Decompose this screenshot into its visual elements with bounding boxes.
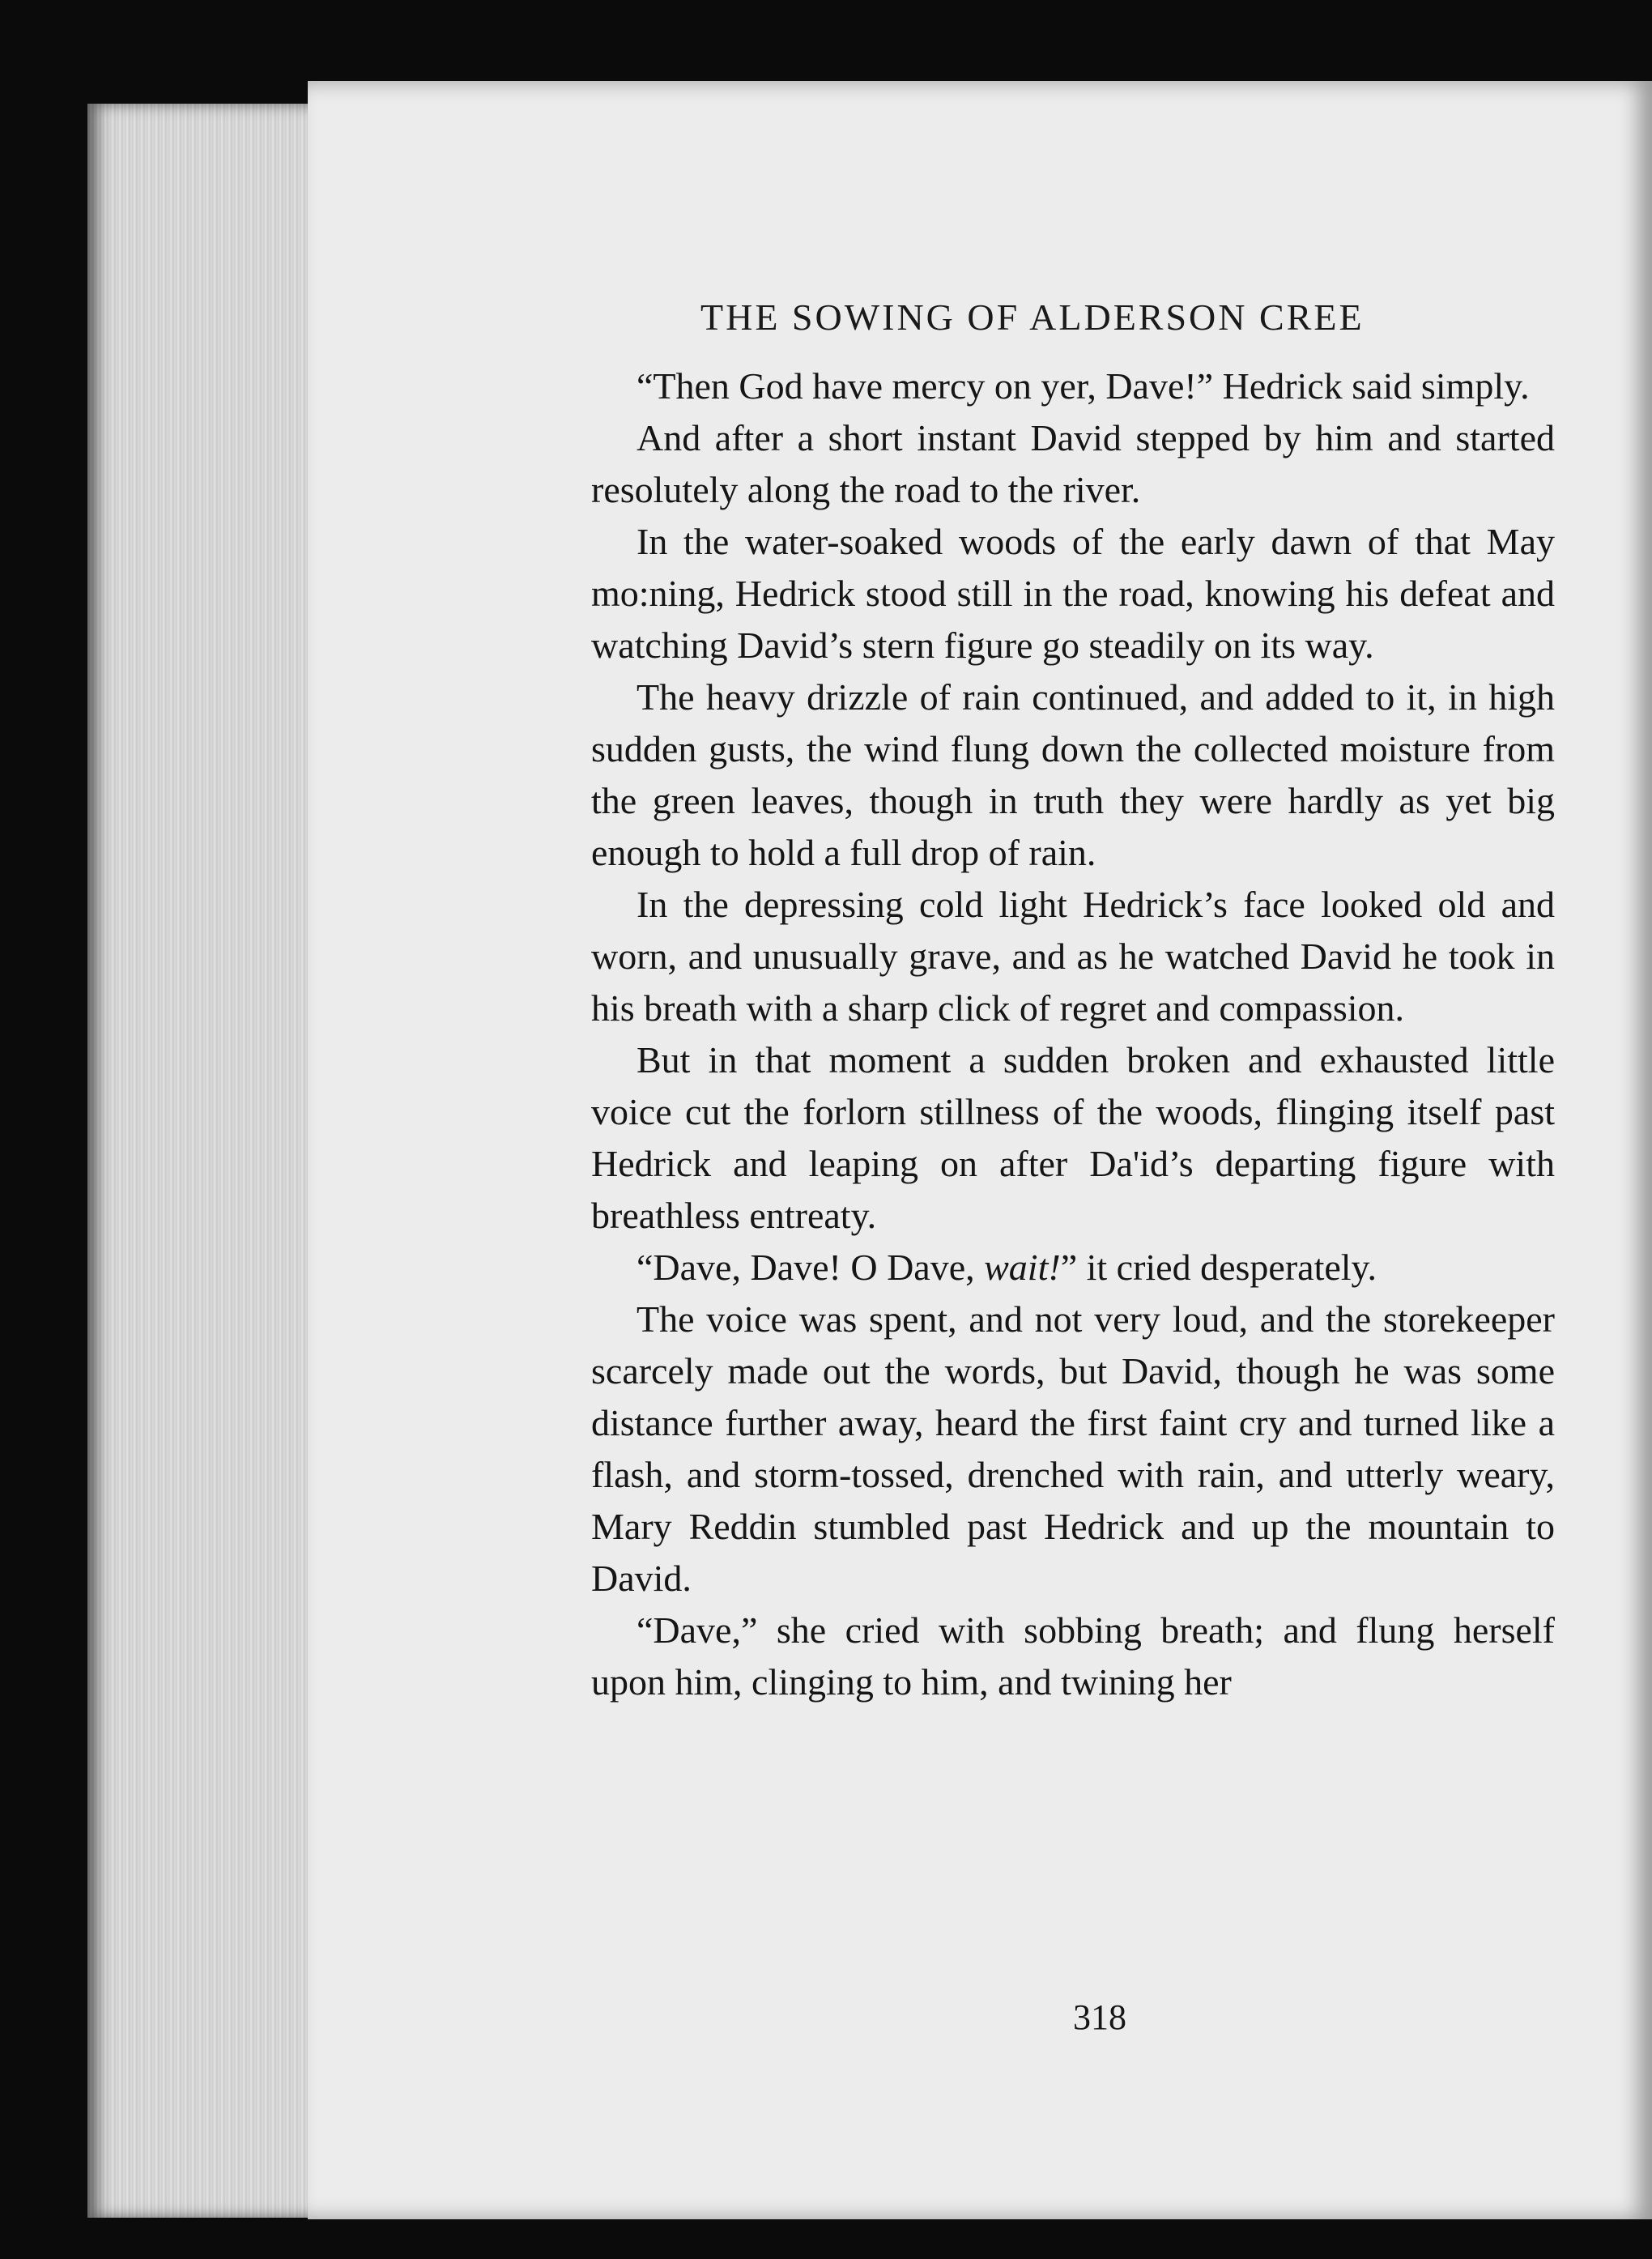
paragraph: The heavy drizzle of rain continued, and added to it, in high sudden gusts, the wind flung down the collected moisture from the green leaves, though in truth they were hardly as yet big enough to hold a full drop of rain. <box>591 676 1555 873</box>
paragraph-dave-wait <box>591 1242 1555 1294</box>
running-head: THE SOWING OF ALDERSON CREE <box>700 296 1365 338</box>
paragraph: “Then God have mercy on yer, Dave!” Hedrick said simply. <box>637 365 1530 407</box>
dialogue-text: “Dave, Dave! O Dave, <box>637 1247 985 1288</box>
book-page <box>308 81 1652 2219</box>
paragraph: In the depressing cold light Hedrick’s face looked old and worn, and unusually grave, and as he watched David he took in his breath with a sharp click of regret and compassion. <box>591 884 1555 1029</box>
emphasis-text: wait! <box>984 1247 1061 1288</box>
paragraph: In the water-soaked woods of the early dawn of that May mo:ning, Hedrick stood still in the road, knowing his defeat and watching David’s stern figure go steadily on its way. <box>591 521 1555 666</box>
page-number: 318 <box>1073 1997 1126 2037</box>
paragraph: But in that moment a sudden broken and exhausted little voice cut the forlorn stillness of the woods, flinging itself past Hedrick and leaping on after Da'id’s departing figure with breathless entreaty. <box>591 1039 1555 1236</box>
paragraph: And after a short instant David stepped by him and started resolutely along the road to the river. <box>591 417 1555 510</box>
dialogue-text: ” it cried desperately. <box>1060 1247 1377 1288</box>
paragraph: “Dave,” she cried with sobbing breath; and flung herself upon him, clinging to him, and twining her <box>591 1609 1555 1703</box>
body-text <box>591 360 1555 1708</box>
paragraph: The voice was spent, and not very loud, and the storekeeper scarcely made out the words, but David, though he was some distance further away, heard the first faint cry and turned like a flash, and storm-tossed, drenched with rain, and utterly weary, Mary Reddin stumbled past Hedrick and up the mountain to David. <box>591 1298 1555 1599</box>
